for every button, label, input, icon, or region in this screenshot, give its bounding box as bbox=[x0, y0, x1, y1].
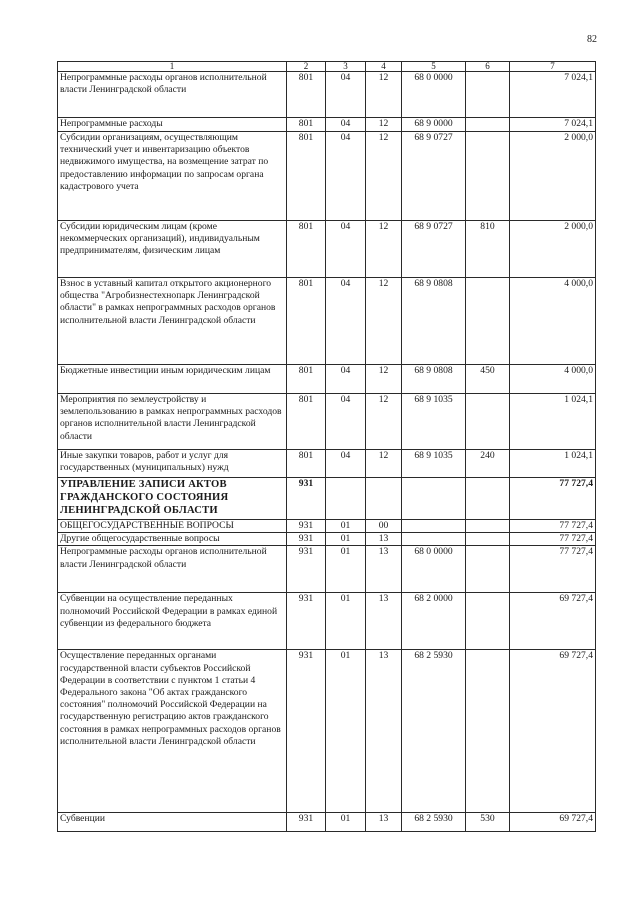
row-amount: 1 024,1 bbox=[510, 450, 596, 478]
row-code-2: 801 bbox=[287, 132, 326, 221]
row-code-6 bbox=[466, 533, 510, 546]
row-code-6: 810 bbox=[466, 221, 510, 278]
row-name: Субвенции bbox=[58, 813, 287, 832]
row-code-4: 13 bbox=[366, 533, 402, 546]
row-name: Субвенции на осуществление переданных полномочий Российской Федерации в рамках единой субвенции из федерального бюджета bbox=[58, 593, 287, 650]
row-code-5: 68 9 0727 bbox=[402, 132, 466, 221]
row-amount: 2 000,0 bbox=[510, 132, 596, 221]
row-code-6: 240 bbox=[466, 450, 510, 478]
row-code-2: 931 bbox=[287, 650, 326, 813]
row-name: ОБЩЕГОСУДАРСТВЕННЫЕ ВОПРОСЫ bbox=[58, 520, 287, 533]
row-name: Субсидии организациям, осуществляющим технический учет и инвентаризацию объектов недвижимого имущества, на возмещение затрат по предоставлению информации по запросам органа кадастрового учета bbox=[58, 132, 287, 221]
table-row bbox=[58, 450, 596, 478]
row-code-6: 530 bbox=[466, 813, 510, 832]
header-row bbox=[58, 62, 596, 72]
row-code-3: 01 bbox=[326, 650, 366, 813]
table-row bbox=[58, 520, 596, 533]
row-code-4: 13 bbox=[366, 650, 402, 813]
page-number: 82 bbox=[587, 34, 597, 45]
row-code-3: 04 bbox=[326, 132, 366, 221]
row-code-4: 12 bbox=[366, 221, 402, 278]
row-amount: 2 000,0 bbox=[510, 221, 596, 278]
row-code-3: 04 bbox=[326, 394, 366, 450]
row-code-5: 68 9 0000 bbox=[402, 118, 466, 132]
row-code-5 bbox=[402, 533, 466, 546]
row-code-4: 00 bbox=[366, 520, 402, 533]
row-amount: 69 727,4 bbox=[510, 593, 596, 650]
table-row bbox=[58, 650, 596, 813]
table-row bbox=[58, 593, 596, 650]
row-code-2: 931 bbox=[287, 533, 326, 546]
row-amount: 4 000,0 bbox=[510, 365, 596, 394]
row-code-6 bbox=[466, 520, 510, 533]
header-cell-5: 5 bbox=[402, 62, 466, 72]
row-code-4: 12 bbox=[366, 394, 402, 450]
row-name: Непрограммные расходы bbox=[58, 118, 287, 132]
table-row bbox=[58, 118, 596, 132]
row-code-4: 12 bbox=[366, 118, 402, 132]
row-code-6 bbox=[466, 278, 510, 365]
row-code-2: 801 bbox=[287, 118, 326, 132]
row-code-4: 12 bbox=[366, 278, 402, 365]
row-code-4 bbox=[366, 478, 402, 520]
row-code-5: 68 2 5930 bbox=[402, 650, 466, 813]
row-amount: 7 024,1 bbox=[510, 118, 596, 132]
row-code-4: 12 bbox=[366, 365, 402, 394]
row-amount: 77 727,4 bbox=[510, 546, 596, 593]
row-code-3: 01 bbox=[326, 593, 366, 650]
row-code-2: 801 bbox=[287, 221, 326, 278]
row-code-2: 801 bbox=[287, 72, 326, 118]
row-code-2: 931 bbox=[287, 813, 326, 832]
row-code-6: 450 bbox=[466, 365, 510, 394]
row-amount: 1 024,1 bbox=[510, 394, 596, 450]
row-code-3: 04 bbox=[326, 365, 366, 394]
row-amount: 77 727,4 bbox=[510, 520, 596, 533]
row-code-5: 68 2 0000 bbox=[402, 593, 466, 650]
row-code-6 bbox=[466, 118, 510, 132]
row-amount: 4 000,0 bbox=[510, 278, 596, 365]
row-code-5: 68 9 1035 bbox=[402, 394, 466, 450]
row-code-5: 68 9 0808 bbox=[402, 278, 466, 365]
row-code-6 bbox=[466, 132, 510, 221]
row-code-5: 68 2 5930 bbox=[402, 813, 466, 832]
row-code-5 bbox=[402, 478, 466, 520]
row-code-2: 801 bbox=[287, 365, 326, 394]
row-name: Непрограммные расходы органов исполнительной власти Ленинградской области bbox=[58, 72, 287, 118]
row-code-4: 12 bbox=[366, 450, 402, 478]
table-row bbox=[58, 132, 596, 221]
row-code-6 bbox=[466, 546, 510, 593]
row-code-2: 931 bbox=[287, 520, 326, 533]
row-code-3: 04 bbox=[326, 221, 366, 278]
row-amount: 77 727,4 bbox=[510, 478, 596, 520]
row-code-3: 01 bbox=[326, 520, 366, 533]
header-cell-4: 4 bbox=[366, 62, 402, 72]
budget-table bbox=[57, 61, 596, 832]
table-row bbox=[58, 72, 596, 118]
row-code-4: 13 bbox=[366, 546, 402, 593]
row-code-4: 12 bbox=[366, 72, 402, 118]
row-code-3: 04 bbox=[326, 278, 366, 365]
row-name: Субсидии юридическим лицам (кроме некоммерческих организаций), индивидуальным предпринимателям, физическим лицам bbox=[58, 221, 287, 278]
row-code-5: 68 9 0727 bbox=[402, 221, 466, 278]
table-row bbox=[58, 813, 596, 832]
row-code-3: 04 bbox=[326, 72, 366, 118]
row-amount: 69 727,4 bbox=[510, 650, 596, 813]
table-row bbox=[58, 221, 596, 278]
row-amount: 69 727,4 bbox=[510, 813, 596, 832]
row-code-2: 801 bbox=[287, 394, 326, 450]
row-code-3: 01 bbox=[326, 813, 366, 832]
table-row bbox=[58, 394, 596, 450]
row-code-6 bbox=[466, 593, 510, 650]
header-cell-1: 1 bbox=[58, 62, 287, 72]
row-code-5: 68 9 0808 bbox=[402, 365, 466, 394]
row-code-3 bbox=[326, 478, 366, 520]
row-name: Осуществление переданных органами государственной власти субъектов Российской Федерации в соответствии с пунктом 1 статьи 4 Федерального закона "Об актах гражданского состояния" полномочий Российской Федерации на государственную регистрацию актов гражданского состояния в рамках непрограммных расходов органов исполнительной власти Ленинградской области bbox=[58, 650, 287, 813]
row-code-6 bbox=[466, 72, 510, 118]
row-code-2: 801 bbox=[287, 278, 326, 365]
row-name: Бюджетные инвестиции иным юридическим лицам bbox=[58, 365, 287, 394]
row-code-4: 13 bbox=[366, 593, 402, 650]
table-row bbox=[58, 478, 596, 520]
row-code-4: 12 bbox=[366, 132, 402, 221]
row-name: Непрограммные расходы органов исполнительной власти Ленинградской области bbox=[58, 546, 287, 593]
row-amount: 77 727,4 bbox=[510, 533, 596, 546]
row-code-6 bbox=[466, 478, 510, 520]
row-name: Иные закупки товаров, работ и услуг для государственных (муниципальных) нужд bbox=[58, 450, 287, 478]
row-code-2: 931 bbox=[287, 593, 326, 650]
row-code-5: 68 0 0000 bbox=[402, 546, 466, 593]
header-cell-3: 3 bbox=[326, 62, 366, 72]
row-code-2: 931 bbox=[287, 546, 326, 593]
row-code-3: 04 bbox=[326, 450, 366, 478]
table-row bbox=[58, 365, 596, 394]
row-name: Взнос в уставный капитал открытого акционерного общества "Агробизнестехнопарк Ленинградской области" в рамках непрограммных расходов органов исполнительной власти Ленинградской области bbox=[58, 278, 287, 365]
row-code-3: 01 bbox=[326, 533, 366, 546]
row-name: Мероприятия по землеустройству и землепользованию в рамках непрограммных расходов органов исполнительной власти Ленинградской области bbox=[58, 394, 287, 450]
header-cell-7: 7 bbox=[510, 62, 596, 72]
row-name: УПРАВЛЕНИЕ ЗАПИСИ АКТОВ ГРАЖДАНСКОГО СОСТОЯНИЯ ЛЕНИНГРАДСКОЙ ОБЛАСТИ bbox=[58, 478, 287, 520]
row-code-6 bbox=[466, 394, 510, 450]
table-row bbox=[58, 278, 596, 365]
table-row bbox=[58, 546, 596, 593]
table-row bbox=[58, 533, 596, 546]
row-code-3: 04 bbox=[326, 118, 366, 132]
row-code-5: 68 0 0000 bbox=[402, 72, 466, 118]
row-code-3: 01 bbox=[326, 546, 366, 593]
row-amount: 7 024,1 bbox=[510, 72, 596, 118]
header-cell-2: 2 bbox=[287, 62, 326, 72]
row-code-2: 931 bbox=[287, 478, 326, 520]
row-code-5 bbox=[402, 520, 466, 533]
row-code-4: 13 bbox=[366, 813, 402, 832]
header-cell-6: 6 bbox=[466, 62, 510, 72]
row-code-6 bbox=[466, 650, 510, 813]
row-name: Другие общегосударственные вопросы bbox=[58, 533, 287, 546]
row-code-2: 801 bbox=[287, 450, 326, 478]
row-code-5: 68 9 1035 bbox=[402, 450, 466, 478]
